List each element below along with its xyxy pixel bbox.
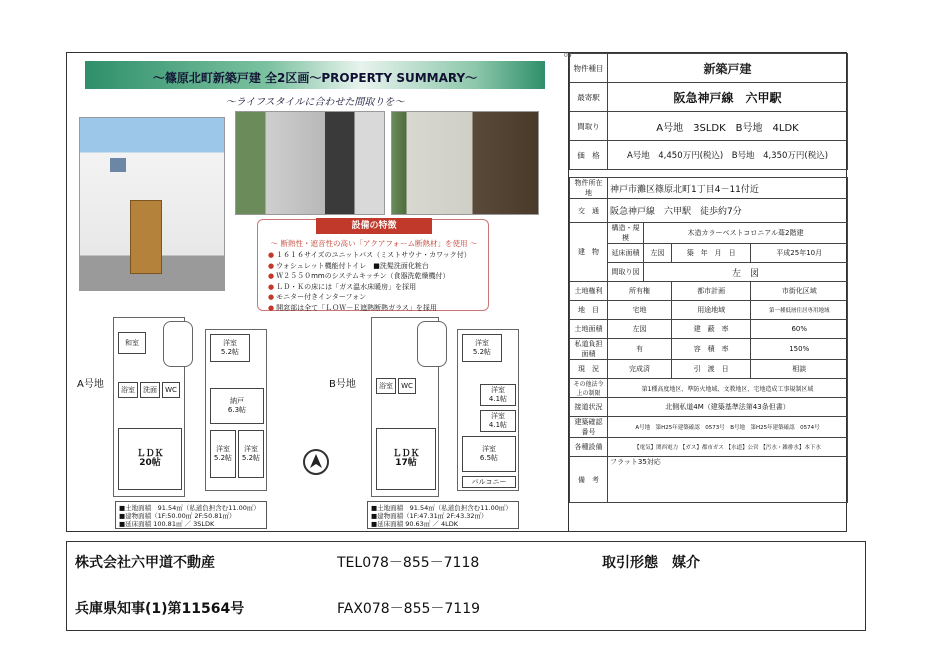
detail-value: 【電気】関西電力 【ガス】都市ガス 【水道】公営 【汚水・雑排水】本下水 [608, 438, 848, 457]
plan-b-room: 洋室 4.1帖 [480, 384, 516, 406]
detail-value: 完成済 [608, 360, 672, 379]
feature-item: ● Ｗ２５５０mmのシステムキッチン（食器洗乾燥機付） [268, 271, 471, 282]
feature-item: ● ウォシュレット機能付トイレ ■洗髪洗面化粧台 [268, 261, 471, 272]
detail-value: 所有権 [608, 282, 672, 301]
table-row [570, 199, 848, 223]
detail-value: 市街化区域 [751, 282, 848, 301]
table-row [570, 112, 848, 141]
table-row [570, 457, 848, 503]
feature-item: ● ＬＤ・Ｋの床には「ガス温水床暖房」を採用 [268, 282, 471, 293]
plan-b-room: 洋室 5.2帖 [462, 334, 502, 362]
table-row [570, 178, 848, 199]
plan-b-spec: ■土地面積 91.54㎡（私道負担含む11.00㎡） ■建物面積（1F:47.31㎡ 2F:43.32㎡） ■延床面積 90.63㎡ ／ 4LDK [367, 501, 519, 529]
detail-label: 各種設備 [570, 438, 608, 457]
feature-item: ● １６１６サイズのユニットバス（ミストサウナ・カワック付） [268, 250, 471, 261]
detail-value: 阪急神戸線 六甲駅 徒歩約7分 [608, 199, 848, 223]
footer-box [66, 541, 866, 631]
summary-table [569, 53, 848, 170]
window-shape [110, 158, 126, 172]
detail-value: 左図 [644, 244, 672, 263]
title-banner [85, 61, 545, 107]
entrance-photo [235, 111, 385, 215]
house-exterior-photo [79, 117, 225, 291]
detail-label: 築 年 月 日 [671, 244, 750, 263]
detail-value: 60% [751, 320, 848, 339]
plan-a-label: A号地 [77, 379, 104, 390]
table-row [570, 83, 848, 112]
plan-a-room: 洗面 [140, 382, 160, 398]
plan-a-room: 洋室 5.2帖 [238, 430, 264, 478]
detail-label: 都市計画 [671, 282, 750, 301]
table-row [570, 54, 848, 83]
table-row [570, 301, 848, 320]
banner-subtitle: ～ライフスタイルに合わせた間取りを～ [225, 97, 405, 108]
table-row [570, 438, 848, 457]
detail-label: 引 渡 日 [671, 360, 750, 379]
flyer-left-panel [67, 53, 569, 531]
detail-label: 容 積 率 [671, 339, 750, 360]
plan-b-room: 洋室 6.5帖 [462, 436, 516, 472]
detail-value: 宅地 [608, 301, 672, 320]
detail-label: 構造・規模 [608, 223, 644, 244]
summary-value: A号地 4,450万円(税込) B号地 4,350万円(税込) [608, 141, 848, 170]
plan-a-spec: ■土地面積 91.54㎡（私道負担含む11.00㎡） ■建物面積（1F:50.00㎡ 2F:50.81㎡） ■延床面積 100.81㎡ ／ 3SLDK [115, 501, 267, 529]
summary-value: 阪急神戸線 六甲駅 [608, 83, 848, 112]
transaction-type: 取引形態 媒介 [602, 555, 700, 571]
parking-car-a [163, 321, 193, 367]
detail-label: 間取り図 [608, 263, 644, 282]
table-row [570, 263, 848, 282]
license-number: 兵庫県知事(1)第11564号 [75, 601, 245, 617]
plan-a-ldk: ＬＤＫ 20帖 [118, 428, 182, 490]
detail-label: 物件所在地 [570, 178, 608, 199]
banner-title: ～篠原北町新築戸建 全2区画～PROPERTY SUMMARY～ [152, 71, 478, 85]
details-table [569, 177, 848, 503]
features-heading: 設備の特徴 [316, 218, 432, 234]
detail-value: 左図 [608, 320, 672, 339]
phone-number: TEL078－855－7118 [337, 555, 480, 571]
detail-label: 延床面積 [608, 244, 644, 263]
table-row [570, 360, 848, 379]
table-row [570, 282, 848, 301]
plan-b-balcony: バルコニー [462, 476, 516, 488]
detail-value: 有 [608, 339, 672, 360]
summary-label: 最寄駅 [570, 83, 608, 112]
detail-label: 備 考 [570, 457, 608, 503]
detail-value: 北側私道4M（建築基準法第43条但書） [608, 398, 848, 417]
detail-label: 建 物 [570, 223, 608, 282]
plan-b-room: 浴室 [376, 378, 396, 394]
detail-value: 第一種低層住居専用地域 [751, 301, 848, 320]
detail-label: 建 蔽 率 [671, 320, 750, 339]
plan-a-room: 和室 [118, 332, 146, 354]
table-row [570, 223, 848, 244]
plan-a-room: 洋室 5.2帖 [210, 430, 236, 478]
summary-panel [569, 53, 848, 531]
detail-value: 木造カラーベストコロニアル葺2階建 [644, 223, 848, 244]
plan-a-room: WC [162, 382, 180, 398]
plan-a-floor2 [205, 329, 267, 491]
detail-value: 相談 [751, 360, 848, 379]
property-flyer [66, 52, 847, 532]
table-row [570, 320, 848, 339]
door-shape [130, 200, 162, 274]
detail-label: 接道状況 [570, 398, 608, 417]
detail-value: フラット35対応 [608, 457, 848, 503]
summary-label: 物件種目 [570, 54, 608, 83]
feature-item: ● モニター付きインターフォン [268, 292, 471, 303]
detail-label: 現 況 [570, 360, 608, 379]
table-row [570, 339, 848, 360]
north-compass-icon [303, 449, 329, 475]
detail-label: 土地面積 [570, 320, 608, 339]
company-name: 株式会社六甲道不動産 [75, 555, 215, 571]
summary-value: A号地 3SLDK B号地 4LDK [608, 112, 848, 141]
fax-number: FAX078－855－7119 [337, 601, 481, 617]
side-yard-photo [391, 111, 539, 215]
plan-a-room: 洋室 5.2帖 [210, 334, 250, 362]
detail-label: 用途地域 [671, 301, 750, 320]
parking-car-b [417, 321, 447, 367]
table-row [570, 379, 848, 398]
detail-value: 平成25年10月 [751, 244, 848, 263]
detail-value: 左 図 [644, 263, 848, 282]
detail-value: A号地 第H25年建築確認 0573号 B号地 第H25年建築確認 0574号 [608, 417, 848, 438]
table-row [570, 417, 848, 438]
plan-b-room: 洋室 4.1帖 [480, 410, 516, 432]
page-mark: 04 [564, 52, 572, 59]
features-lead: ～ 断熱性・遮音性の高い「アクアフォーム断熱材」を使用 ～ [270, 239, 478, 248]
detail-label: その他法令上の制限 [570, 379, 608, 398]
features-box [257, 219, 489, 311]
plan-b-room: WC [398, 378, 416, 394]
table-row [570, 244, 848, 263]
detail-label: 地 目 [570, 301, 608, 320]
table-row [570, 398, 848, 417]
plan-a-room: 納戸 6.3帖 [210, 388, 264, 424]
features-list [268, 250, 471, 313]
summary-label: 間取り [570, 112, 608, 141]
summary-value: 新築戸建 [608, 54, 848, 83]
plan-a-room: 浴室 [118, 382, 138, 398]
detail-value: 第1種高度地区、準防火地域、文教地区、宅地造成工事規制区域 [608, 379, 848, 398]
detail-value: 神戸市灘区篠原北町1丁目4－11付近 [608, 178, 848, 199]
detail-label: 私道負担面積 [570, 339, 608, 360]
feature-item: ● 開窓部は全て「ＬＯＷ－Ｅ遮熱断熱ガラス」を採用 [268, 303, 471, 314]
detail-value: 150% [751, 339, 848, 360]
plan-b-label: B号地 [329, 379, 356, 390]
plan-b-ldk: ＬＤＫ 17帖 [376, 428, 436, 490]
detail-label: 土地権利 [570, 282, 608, 301]
detail-label: 建築確認番号 [570, 417, 608, 438]
summary-label: 価 格 [570, 141, 608, 170]
detail-label: 交 通 [570, 199, 608, 223]
table-row [570, 141, 848, 170]
plan-b-floor2 [457, 329, 519, 491]
